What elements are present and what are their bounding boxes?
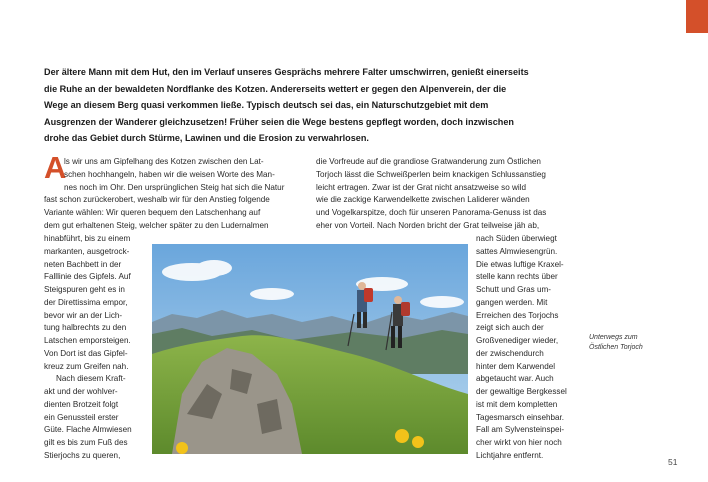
lead-line: die Ruhe an der bewaldeten Nordflanke des Kotzen. Andererseits wettert er gegen den Alpenverein, der die — [44, 83, 507, 94]
body-line: Falllinie des Gipfels. Auf — [44, 272, 131, 282]
body-line: zeigt sich auch der — [476, 323, 544, 333]
body-line: tung halbrechts zu den — [44, 323, 127, 333]
body-line: die Vorfreude auf die grandiose Gratwanderung zum Östlichen — [316, 157, 541, 166]
body-line: hinter dem Karwendel — [476, 361, 556, 371]
body-line: dienten Brotzeit folgt — [44, 399, 119, 409]
body-line: ist mit dem kompletten — [476, 399, 558, 409]
lead-line: Der ältere Mann mit dem Hut, den im Verlauf unseres Gesprächs mehrere Falter umschwirren, genießt einerseits — [44, 67, 529, 77]
body-line: nach Süden überwiegt — [476, 234, 557, 243]
body-line: Nach diesem Kraft- — [56, 374, 126, 384]
body-line: Erreichen des Torjochs — [476, 310, 559, 320]
lead-line: Ausgrenzen der Wanderer gleichzusetzen! Früher seien die Wege bestens gepflegt worden, doch inzwischen — [44, 116, 514, 127]
body-line: fast schon zurückerobert, weshalb wir für den Anstieg folgende — [44, 195, 270, 205]
body-line: kreuz zum Greifen nah. — [44, 361, 129, 371]
body-line: Variante wählen: Wir queren bequem den Latschenhang auf — [44, 208, 261, 217]
body-line: wie die zackige Karwendelkette zwischen Laliderer wänden — [316, 195, 530, 205]
lead-line: drohe das Gebiet durch Stürme, Lawinen und die Erosion zu verwahrlosen. — [44, 133, 369, 144]
body-line: Lichtjahre entfernt. — [476, 450, 544, 460]
lead-line: Wege an diesem Berg quasi verkommen ließe. Typisch deutsch sei das, ein Naturschutzgebiet mit dem — [44, 100, 489, 111]
body-line: schen hochhangeln, haben wir die weisen Worte des Man- — [64, 169, 275, 179]
body-line: ein Genussteil erster — [44, 412, 119, 422]
body-line: leicht ertragen. Zwar ist der Grat nicht ansatzweise so wild — [316, 182, 526, 192]
body-line: Tagesmarsch einsehbar. — [476, 412, 565, 422]
body-line: gilt es bis zum Fuß des — [44, 438, 128, 447]
body-line: neten Bachbett in der — [44, 259, 122, 269]
lead-paragraph — [44, 64, 649, 147]
body-line: gangen werden. Mit — [476, 297, 548, 307]
body-line: akt und der wohlver- — [44, 387, 118, 396]
body-line: eher von Vorteil. Nach Norden bricht der Grat teilweise jäh ab, — [316, 220, 540, 230]
body-line: Latschen emporsteigen. — [44, 336, 131, 345]
body-line: Güte. Flache Almwiesen — [44, 425, 132, 435]
body-line: Stierjochs zu queren, — [44, 450, 121, 460]
body-column-2 — [316, 156, 578, 233]
body-line: stelle kann rechts über — [476, 272, 558, 282]
caption-line: Unterwegs zum — [589, 334, 638, 341]
body-column-1-wrap — [44, 233, 152, 463]
body-line: Großvenediger wieder, — [476, 336, 559, 345]
body-line: abgetaucht war. Auch — [476, 374, 554, 384]
body-line: hinabführt, bis zu einem — [44, 234, 131, 243]
body-line: bevor wir an der Lich- — [44, 310, 123, 320]
body-line: der gewaltige Bergkessel — [476, 387, 567, 396]
body-line: markanten, ausgetrock- — [44, 246, 130, 256]
body-line: und Vogelkarspitze, doch für unseren Panorama-Genuss ist das — [316, 208, 547, 217]
body-line: cher wirkt von hier noch — [476, 438, 562, 447]
hikers-photo — [152, 244, 468, 454]
body-line: nes noch im Ohr. Den ursprünglichen Steig hat sich die Natur — [64, 182, 285, 192]
page-number: 51 — [668, 457, 678, 467]
body-line: Die etwas luftige Kraxel- — [476, 259, 564, 269]
body-line: Schutt und Gras um- — [476, 285, 551, 294]
body-line: sattes Almwiesengrün. — [476, 246, 558, 256]
body-line: ls wir uns am Gipfelhang des Kotzen zwischen den Lat- — [64, 157, 264, 166]
drop-cap: A — [44, 150, 67, 185]
caption-line: Östlichen Torjoch — [589, 343, 643, 351]
photo-caption — [589, 333, 679, 352]
body-line: Torjoch lässt die Schweißperlen beim knackigen Schlussanstieg — [316, 169, 546, 179]
chapter-tab-marker — [686, 0, 708, 33]
hikers-photo-image — [152, 244, 468, 454]
body-line: Fall am Sylvensteinspei- — [476, 425, 565, 435]
body-line: der Direttissima empor, — [44, 297, 128, 307]
body-line: dem gut erhaltenen Steig, welcher später zu den Ludernalmen — [44, 220, 269, 230]
body-column-1 — [44, 156, 306, 233]
body-column-2-wrap — [476, 233, 586, 463]
body-line: der zwischendurch — [476, 348, 544, 358]
body-line: Von Dort ist das Gipfel- — [44, 348, 128, 358]
body-line: Steigspuren geht es in — [44, 285, 125, 294]
